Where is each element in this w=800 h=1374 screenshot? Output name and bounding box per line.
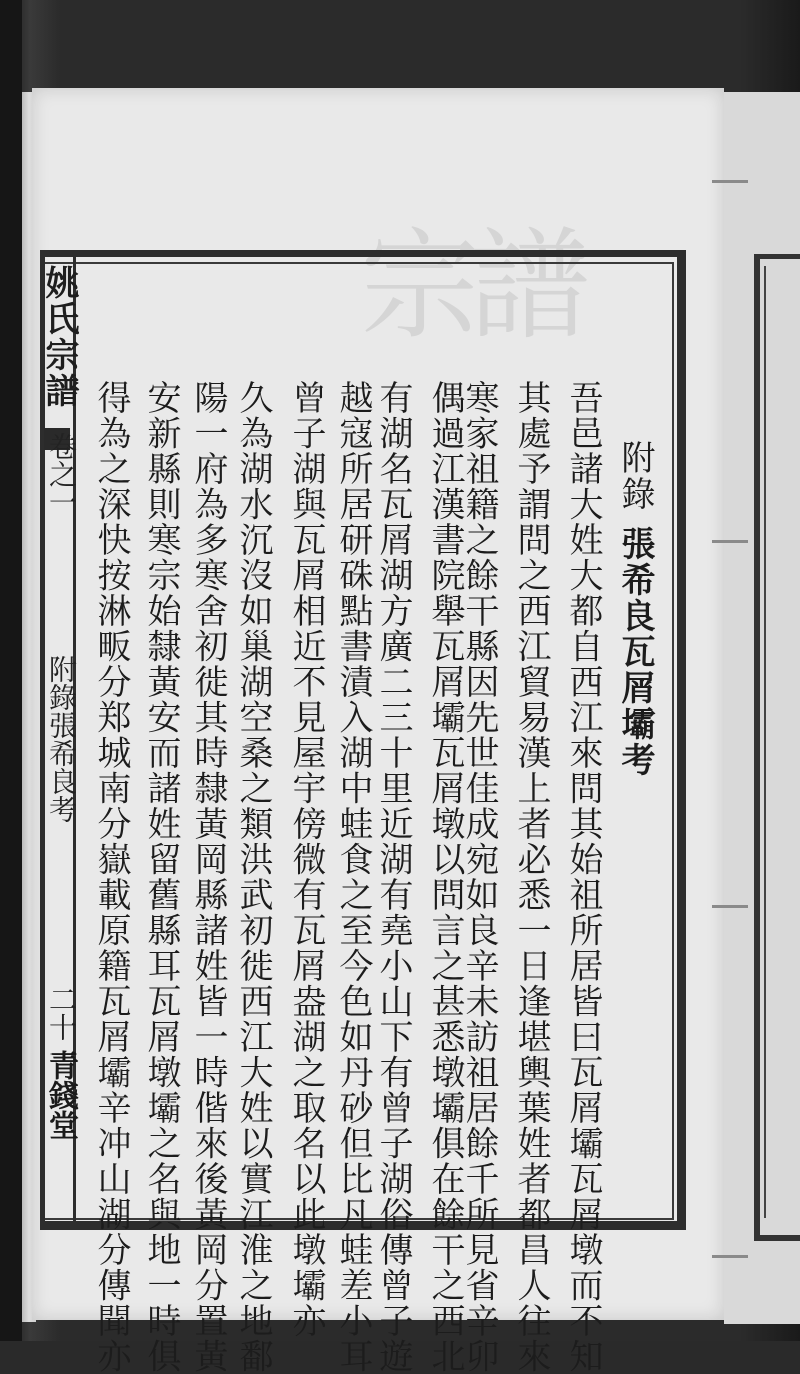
binding-thread (712, 180, 748, 183)
text-column-3: 寒家祖籍之餘干縣因先世佳成宛如良辛未訪祖居餘千所見省辛卯 (459, 380, 499, 1374)
text-column-7: 曾子湖與瓦屑相近不見屋宇傍微有瓦屑盎湖之取名以此墩壩亦 (286, 380, 326, 1339)
text-column-11: 得為之深快按淋畈分郑城南分嶽載原籍瓦屑壩辛冲山湖分傳聞亦 (91, 380, 131, 1374)
book-title: 姚氏宗譜 (39, 265, 79, 409)
text-column-10: 安新縣則寒宗始隸黃安而諸姓留舊縣耳瓦屑墩壩之名與地一時俱 (141, 380, 181, 1374)
text-column-6: 越寇所居研硃點書漬入湖中蛙食之至今色如丹砂但比凡蛙差小耳 (333, 380, 373, 1374)
text-column-2: 其處予謂問之西江貿易漢上者必悉一日逢堪輿葉姓者都昌人往來 (511, 380, 551, 1374)
article-heading (612, 440, 658, 778)
text-column-4: 偶過江漢書院舉瓦屑壩瓦屑墩以問言之甚悉墩壩俱在餘干之西北 (425, 380, 465, 1374)
hall-name: 青錢堂 (43, 1050, 78, 1140)
page-number: 二十一 (45, 985, 78, 1069)
next-page-frame-inner (764, 266, 800, 1218)
heading-title: 張希良瓦屑壩考 (615, 526, 655, 778)
text-column-9: 陽一府為多寒舍初徙其時隸黃岡縣諸姓皆一時偕來後黃岡分置黃 (188, 380, 228, 1374)
binding-thread (712, 1255, 748, 1258)
volume-label: 卷之一 (45, 432, 78, 516)
text-column-8: 久為湖水沉沒如巢湖空桑之類洪武初徙西江大姓以實江淮之地鄱 (233, 380, 273, 1374)
text-column-5: 有湖名瓦屑湖方廣二三十里近湖有堯小山下有曾子湖俗傳曾子遊 (373, 380, 413, 1374)
bleed-through-text: 宗譜 (360, 217, 580, 356)
scan-border-left (0, 0, 22, 1341)
binding-thread (712, 905, 748, 908)
text-column-1: 吾邑諸大姓大都自西江來問其始祖所居皆曰瓦屑壩瓦屑墩而不知 (563, 380, 603, 1374)
section-label: 附錄張希良考 (45, 655, 78, 823)
binding-thread (712, 540, 748, 543)
heading-label: 附錄 (615, 440, 655, 512)
